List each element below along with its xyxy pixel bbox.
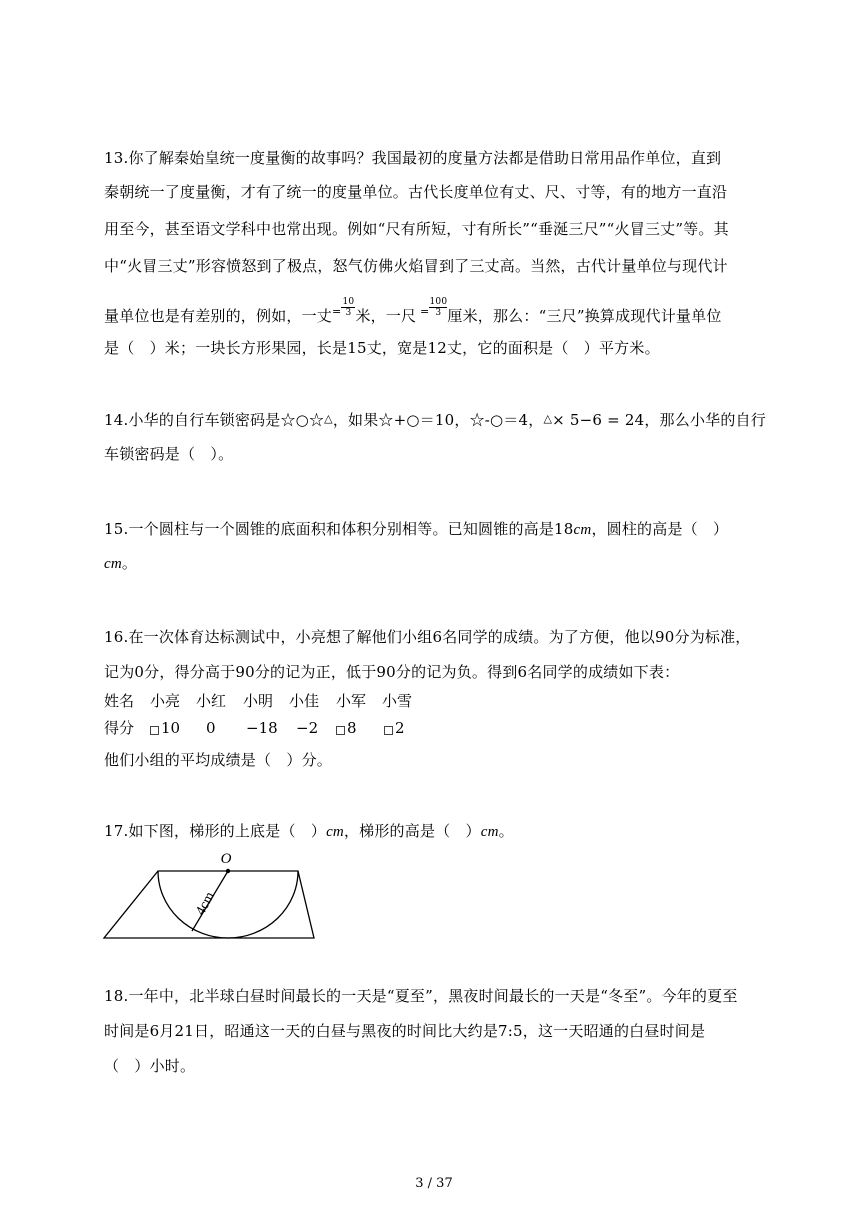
table-cell: 0 [206, 719, 216, 737]
q14-line-2: 车锁密码是（ ）。 [104, 445, 234, 463]
triangle-icon: △ [324, 412, 333, 425]
fraction-ten-thirds [341, 297, 355, 327]
fraction-hundred-thirds [429, 297, 448, 327]
q13-line-3: 用至今，甚至语文学科中也常出现。例如“尺有所短，寸有所长”“垂涎三尺”“火冒三丈”等。其 [104, 220, 729, 238]
table-cell: 小佳 [289, 692, 320, 710]
table-cell: 姓名 [104, 692, 135, 710]
q13-line-2: 秦朝统一了度量衡，才有了统一的度量单位。古代长度单位有丈、尺、寸等，有的地方一直沿 [104, 183, 728, 201]
q15-line-2-part-b: 。 [121, 554, 138, 572]
table-cell: −18 [246, 719, 278, 737]
q13-line-4: 中“火冒三丈”形容愤怒到了极点，怒气仿佛火焰冒到了三丈高。当然，古代计量单位与现代计 [104, 257, 728, 275]
q13-line-5-part-c: 厘米，那么：“三尺”换算成现代计量单位 [447, 307, 722, 325]
table-cell [384, 718, 405, 738]
q14-line-1 [104, 409, 766, 430]
q15-line-1-part-b: ，圆柱的高是（ ） [591, 520, 729, 538]
plus-sign-placeholder-icon [150, 726, 159, 735]
score-value: 8 [347, 719, 357, 737]
fraction-denominator: 3 [345, 308, 352, 318]
q13-line-1: 13.你了解秦始皇统一度量衡的故事吗？我国最初的度量方法都是借助日常用品作单位，直到 [104, 149, 722, 167]
q14-line-1-part-b: ，如果☆+○＝10，☆-○＝4， [332, 411, 544, 429]
q13-line-5 [104, 297, 722, 327]
fraction-denominator: 3 [435, 308, 442, 318]
center-point [226, 869, 230, 873]
q17-line-1-part-c: 。 [498, 822, 514, 840]
q16-line-1: 16.在一次体育达标测试中，小亮想了解他们小组6名同学的成绩。为了方便，他以90分为标准， [104, 628, 751, 646]
table-cell [150, 718, 180, 738]
unit-cm: cm [104, 556, 122, 572]
unit-cm: cm [480, 824, 499, 840]
table-cell: 小明 [243, 692, 274, 710]
table-cell: −2 [296, 719, 319, 737]
q15-line-2 [104, 553, 137, 574]
q13-line-5-part-a: 量单位也是有差别的，例如，一丈 [104, 307, 333, 325]
center-label: O [220, 851, 232, 867]
q15-line-1 [104, 519, 728, 540]
q15-line-1-part-a: 15.一个圆柱与一个圆锥的底面积和体积分别相等。已知圆锥的高是18 [104, 520, 574, 538]
unit-cm: cm [573, 522, 592, 538]
triangle-icon: △ [543, 412, 553, 425]
semicircle-arc [158, 871, 298, 938]
page-number: 3 / 37 [415, 1176, 453, 1191]
q18-line-2: 时间是6月21日，昭通这一天的白昼与黑夜的时间比大约是7:5，这一天昭通的白昼时间是 [104, 1022, 706, 1040]
table-cell: 小军 [336, 692, 367, 710]
plus-sign-placeholder-icon [384, 726, 393, 735]
q14-line-1-part-c: × 5−6 = 24，那么小华的自行 [552, 411, 766, 429]
trapezoid-figure [100, 846, 322, 944]
q13-line-6: 是（ ）米；一块长方形果园，长是15丈，宽是12丈，它的面积是（ ）平方米。 [104, 339, 660, 357]
q16-line-2: 记为0分，得分高于90分的记为正，低于90分的记为负。得到6名同学的成绩如下表： [104, 663, 680, 681]
q17-line-1 [104, 821, 514, 842]
unit-cm: cm [326, 824, 344, 840]
q14-line-1-part-a: 14.小华的自行车锁密码是☆○☆ [104, 411, 325, 429]
table-cell: 得分 [104, 719, 135, 737]
fraction-numerator: 10 [342, 297, 355, 307]
plus-sign-placeholder-icon [336, 726, 345, 735]
q17-line-1-part-b: ，梯形的高是（ ） [343, 822, 481, 840]
q17-line-1-part-a: 17.如下图，梯形的上底是（ ） [104, 822, 327, 840]
table-cell [336, 718, 357, 738]
equals-sign: = [332, 305, 342, 318]
score-value: 2 [395, 719, 405, 737]
q18-line-1: 18.一年中，北半球白昼时间最长的一天是“夏至”，黑夜时间最长的一天是“冬至”。今年的夏至 [104, 987, 738, 1005]
score-value: 10 [161, 719, 181, 737]
q13-line-5-part-b: 米，一尺 [355, 307, 417, 325]
table-cell: 小雪 [382, 692, 413, 710]
table-cell: 小亮 [150, 692, 181, 710]
equals-sign: = [416, 305, 430, 318]
q18-line-3: （ ）小时。 [104, 1057, 196, 1075]
q16-line-3: 他们小组的平均成绩是（ ）分。 [104, 751, 333, 769]
radius-label: 4cm [193, 889, 218, 918]
fraction-numerator: 100 [429, 297, 448, 307]
table-cell: 小红 [196, 692, 227, 710]
